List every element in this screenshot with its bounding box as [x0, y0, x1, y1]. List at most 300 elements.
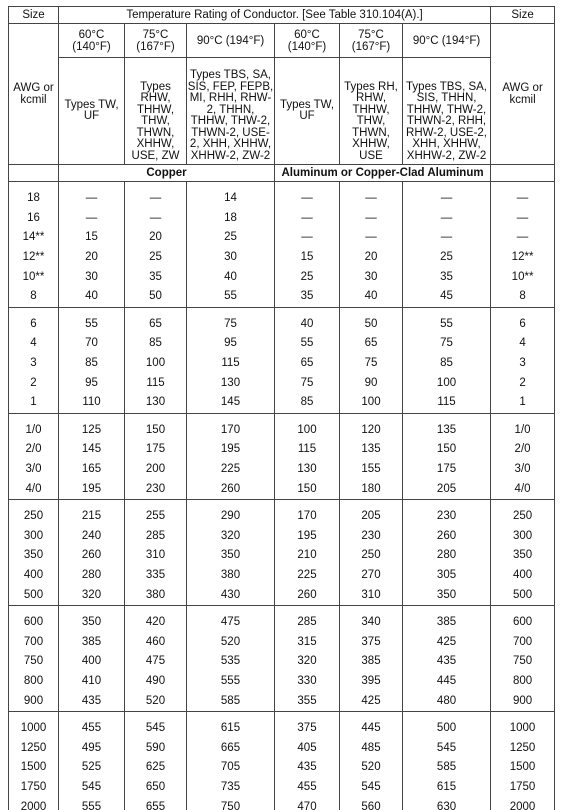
- cell-cu-90: 585: [187, 691, 275, 711]
- cell-al-60: 130: [275, 460, 340, 480]
- cell-al-60: 285: [275, 613, 340, 633]
- spacer-cell: [403, 711, 491, 719]
- cell-size-right: 800: [491, 672, 555, 692]
- cell-al-75: 40: [340, 287, 403, 307]
- cell-size-left: 8: [9, 287, 59, 307]
- table-row: [9, 209, 555, 229]
- cell-al-75: 270: [340, 566, 403, 586]
- table-row: [9, 613, 555, 633]
- copper-header: Copper: [59, 165, 275, 182]
- cell-al-90: 435: [403, 652, 491, 672]
- awg-kcmil-label-left: AWG or kcmil: [9, 24, 59, 165]
- cell-size-right: 2/0: [491, 440, 555, 460]
- spacer-cell: [340, 605, 403, 613]
- cell-cu-90: 380: [187, 566, 275, 586]
- spacer-cell: [59, 605, 125, 613]
- cell-al-75: —: [340, 228, 403, 248]
- cell-cu-90: 615: [187, 719, 275, 739]
- cell-al-60: —: [275, 189, 340, 209]
- cell-cu-90: 195: [187, 440, 275, 460]
- cell-cu-75: 130: [125, 393, 187, 413]
- cell-size-right: 12**: [491, 248, 555, 268]
- cell-size-right: 250: [491, 507, 555, 527]
- cell-al-75: 445: [340, 719, 403, 739]
- cell-size-right: 1250: [491, 738, 555, 758]
- cell-size-right: 1: [491, 393, 555, 413]
- cell-cu-90: 75: [187, 315, 275, 335]
- cell-al-60: —: [275, 228, 340, 248]
- cell-cu-60: 455: [59, 719, 125, 739]
- cell-size-left: 1: [9, 393, 59, 413]
- table-row: [9, 479, 555, 499]
- group-gap: [9, 413, 555, 421]
- cell-size-left: 14**: [9, 228, 59, 248]
- cell-al-60: 115: [275, 440, 340, 460]
- cell-size-left: 2: [9, 373, 59, 393]
- cell-cu-75: 655: [125, 797, 187, 810]
- cell-cu-60: 125: [59, 421, 125, 441]
- cell-size-right: —: [491, 228, 555, 248]
- cell-size-right: 10**: [491, 267, 555, 287]
- cell-size-left: 750: [9, 652, 59, 672]
- cell-al-90: 35: [403, 267, 491, 287]
- cell-al-75: 375: [340, 632, 403, 652]
- cell-size-left: 600: [9, 613, 59, 633]
- spacer-cell: [9, 307, 59, 315]
- cell-al-60: 170: [275, 507, 340, 527]
- group-gap: [9, 307, 555, 315]
- cell-al-60: 405: [275, 738, 340, 758]
- table-row: [9, 797, 555, 810]
- cell-al-90: 305: [403, 566, 491, 586]
- cell-cu-60: 215: [59, 507, 125, 527]
- cell-size-left: 4/0: [9, 479, 59, 499]
- table-row: [9, 334, 555, 354]
- cell-cu-75: —: [125, 209, 187, 229]
- cell-al-75: 30: [340, 267, 403, 287]
- spacer-cell: [491, 307, 555, 315]
- cell-cu-60: 95: [59, 373, 125, 393]
- table-row: [9, 373, 555, 393]
- cell-cu-60: 260: [59, 546, 125, 566]
- spacer-cell: [187, 307, 275, 315]
- cell-size-right: 2: [491, 373, 555, 393]
- cell-al-90: —: [403, 209, 491, 229]
- cell-size-left: 6: [9, 315, 59, 335]
- spacer-cell: [491, 182, 555, 190]
- cell-al-75: 20: [340, 248, 403, 268]
- spacer-cell: [9, 711, 59, 719]
- cell-cu-60: 70: [59, 334, 125, 354]
- spacer-cell: [491, 605, 555, 613]
- cell-al-90: 545: [403, 738, 491, 758]
- cell-size-right: 500: [491, 585, 555, 605]
- temp-header-cu-60: 60°C (140°F): [59, 24, 125, 58]
- table-row: [9, 228, 555, 248]
- cell-al-90: 230: [403, 507, 491, 527]
- cell-cu-75: 25: [125, 248, 187, 268]
- cell-cu-75: 420: [125, 613, 187, 633]
- table-row: [9, 527, 555, 547]
- cell-al-75: 520: [340, 758, 403, 778]
- cell-al-60: 210: [275, 546, 340, 566]
- cell-size-left: 1250: [9, 738, 59, 758]
- cell-size-left: 3/0: [9, 460, 59, 480]
- cell-cu-60: 350: [59, 613, 125, 633]
- cell-al-60: 15: [275, 248, 340, 268]
- cell-cu-90: 555: [187, 672, 275, 692]
- cell-al-60: 150: [275, 479, 340, 499]
- table-row: [9, 421, 555, 441]
- spacer-cell: [275, 711, 340, 719]
- cell-al-90: 55: [403, 315, 491, 335]
- cell-al-90: 260: [403, 527, 491, 547]
- cell-size-right: —: [491, 209, 555, 229]
- cell-size-right: 2000: [491, 797, 555, 810]
- cell-al-60: 195: [275, 527, 340, 547]
- cell-size-right: 8: [491, 287, 555, 307]
- cell-size-left: 2000: [9, 797, 59, 810]
- cell-cu-90: 475: [187, 613, 275, 633]
- table-row: [9, 460, 555, 480]
- cell-size-left: 10**: [9, 267, 59, 287]
- cell-al-90: 135: [403, 421, 491, 441]
- cell-size-left: 1000: [9, 719, 59, 739]
- types-cu-75: Types RHW, THHW, THW, THWN, XHHW, USE, ZW: [125, 58, 187, 165]
- table-row: [9, 585, 555, 605]
- spacer-cell: [403, 499, 491, 507]
- cell-cu-75: 520: [125, 691, 187, 711]
- cell-cu-90: 750: [187, 797, 275, 810]
- ampacity-table: [8, 6, 555, 810]
- cell-al-75: 90: [340, 373, 403, 393]
- cell-cu-75: 35: [125, 267, 187, 287]
- cell-cu-60: 555: [59, 797, 125, 810]
- cell-al-90: 630: [403, 797, 491, 810]
- cell-size-right: 900: [491, 691, 555, 711]
- cell-al-90: 175: [403, 460, 491, 480]
- cell-size-right: 350: [491, 546, 555, 566]
- cell-cu-60: 165: [59, 460, 125, 480]
- cell-cu-75: 285: [125, 527, 187, 547]
- cell-cu-90: 95: [187, 334, 275, 354]
- cell-al-75: 385: [340, 652, 403, 672]
- cell-size-left: 400: [9, 566, 59, 586]
- cell-size-left: 1750: [9, 778, 59, 798]
- spacer-cell: [403, 307, 491, 315]
- cell-al-90: 85: [403, 354, 491, 374]
- cell-al-90: —: [403, 189, 491, 209]
- temp-header-al-90: 90°C (194°F): [403, 24, 491, 58]
- cell-cu-75: 230: [125, 479, 187, 499]
- cell-al-60: 40: [275, 315, 340, 335]
- cell-al-75: 485: [340, 738, 403, 758]
- cell-cu-75: —: [125, 189, 187, 209]
- cell-cu-75: 200: [125, 460, 187, 480]
- table-row: [9, 758, 555, 778]
- table-row: [9, 632, 555, 652]
- spacer-cell: [403, 182, 491, 190]
- cell-al-75: 545: [340, 778, 403, 798]
- cell-al-75: 50: [340, 315, 403, 335]
- aluminum-header: Aluminum or Copper-Clad Aluminum: [275, 165, 491, 182]
- cell-size-right: 300: [491, 527, 555, 547]
- cell-cu-75: 460: [125, 632, 187, 652]
- cell-size-left: 16: [9, 209, 59, 229]
- cell-al-75: 310: [340, 585, 403, 605]
- table-row: [9, 315, 555, 335]
- table-row: [9, 546, 555, 566]
- cell-al-75: —: [340, 189, 403, 209]
- cell-al-60: 85: [275, 393, 340, 413]
- spacer-cell: [125, 711, 187, 719]
- cell-size-right: 1/0: [491, 421, 555, 441]
- temp-header-cu-75: 75°C (167°F): [125, 24, 187, 58]
- size-header-left: Size: [9, 7, 59, 24]
- cell-cu-60: 40: [59, 287, 125, 307]
- cell-al-75: 100: [340, 393, 403, 413]
- cell-size-right: 750: [491, 652, 555, 672]
- cell-cu-60: 385: [59, 632, 125, 652]
- spacer-cell: [187, 182, 275, 190]
- cell-al-60: 315: [275, 632, 340, 652]
- cell-size-left: 800: [9, 672, 59, 692]
- cell-cu-75: 20: [125, 228, 187, 248]
- spacer-cell: [9, 413, 59, 421]
- cell-cu-60: 145: [59, 440, 125, 460]
- table-row: [9, 287, 555, 307]
- cell-cu-75: 650: [125, 778, 187, 798]
- temperature-rating-header: Temperature Rating of Conductor. [See Table 310.104(A).]: [59, 7, 491, 24]
- cell-cu-90: 55: [187, 287, 275, 307]
- cell-al-75: 120: [340, 421, 403, 441]
- cell-al-60: 100: [275, 421, 340, 441]
- table-row: [9, 778, 555, 798]
- cell-size-left: 18: [9, 189, 59, 209]
- cell-al-60: 320: [275, 652, 340, 672]
- types-cu-90: Types TBS, SA, SIS, FEP, FEPB, MI, RHH, RHW-2, THHN, THHW, THW-2, THWN-2, USE-2, XHH, XHHW, XHHW-2, ZW-2: [187, 58, 275, 165]
- spacer-cell: [340, 499, 403, 507]
- awg-kcmil-label-right: AWG or kcmil: [491, 24, 555, 165]
- temp-header-al-60: 60°C (140°F): [275, 24, 340, 58]
- cell-al-90: 280: [403, 546, 491, 566]
- types-al-60: Types TW, UF: [275, 58, 340, 165]
- cell-cu-90: 535: [187, 652, 275, 672]
- cell-al-60: 355: [275, 691, 340, 711]
- spacer-cell: [275, 605, 340, 613]
- spacer-cell: [59, 413, 125, 421]
- spacer-cell: [340, 711, 403, 719]
- cell-cu-75: 85: [125, 334, 187, 354]
- cell-al-75: 75: [340, 354, 403, 374]
- cell-al-75: 340: [340, 613, 403, 633]
- cell-cu-60: 435: [59, 691, 125, 711]
- cell-al-60: 260: [275, 585, 340, 605]
- cell-cu-60: 55: [59, 315, 125, 335]
- cell-cu-75: 100: [125, 354, 187, 374]
- types-al-75: Types RH, RHW, THHW, THW, THWN, XHHW, USE: [340, 58, 403, 165]
- cell-al-60: 225: [275, 566, 340, 586]
- cell-size-right: 1000: [491, 719, 555, 739]
- cell-al-60: 470: [275, 797, 340, 810]
- table-row: [9, 738, 555, 758]
- material-blank-left: [9, 165, 59, 182]
- cell-size-right: 700: [491, 632, 555, 652]
- spacer-cell: [340, 182, 403, 190]
- size-header-right: Size: [491, 7, 555, 24]
- spacer-cell: [59, 307, 125, 315]
- cell-size-left: 1/0: [9, 421, 59, 441]
- cell-al-90: 75: [403, 334, 491, 354]
- cell-al-90: 150: [403, 440, 491, 460]
- cell-al-90: 500: [403, 719, 491, 739]
- spacer-cell: [125, 605, 187, 613]
- cell-al-75: 250: [340, 546, 403, 566]
- cell-cu-90: 30: [187, 248, 275, 268]
- cell-size-right: 4/0: [491, 479, 555, 499]
- cell-al-60: 35: [275, 287, 340, 307]
- spacer-cell: [9, 182, 59, 190]
- cell-size-left: 2/0: [9, 440, 59, 460]
- types-al-90: Types TBS, SA, SIS, THHN, THHW, THW-2, THWN-2, RHH, RHW-2, USE-2, XHH, XHHW, XHHW-2, ZW-2: [403, 58, 491, 165]
- cell-al-60: 75: [275, 373, 340, 393]
- cell-al-90: 350: [403, 585, 491, 605]
- spacer-cell: [491, 711, 555, 719]
- cell-cu-75: 150: [125, 421, 187, 441]
- cell-al-90: —: [403, 228, 491, 248]
- table-row: [9, 672, 555, 692]
- cell-al-60: 65: [275, 354, 340, 374]
- cell-cu-60: 495: [59, 738, 125, 758]
- types-cu-60: Types TW, UF: [59, 58, 125, 165]
- cell-cu-75: 590: [125, 738, 187, 758]
- cell-size-left: 1500: [9, 758, 59, 778]
- cell-size-left: 500: [9, 585, 59, 605]
- cell-size-right: 3/0: [491, 460, 555, 480]
- spacer-cell: [491, 499, 555, 507]
- cell-cu-60: 525: [59, 758, 125, 778]
- cell-cu-60: —: [59, 189, 125, 209]
- table-row: [9, 267, 555, 287]
- spacer-cell: [187, 413, 275, 421]
- cell-cu-90: 14: [187, 189, 275, 209]
- cell-al-90: 115: [403, 393, 491, 413]
- spacer-cell: [187, 711, 275, 719]
- cell-cu-90: 705: [187, 758, 275, 778]
- table-row: [9, 248, 555, 268]
- cell-al-75: 65: [340, 334, 403, 354]
- cell-al-90: 425: [403, 632, 491, 652]
- cell-size-left: 12**: [9, 248, 59, 268]
- cell-cu-90: 735: [187, 778, 275, 798]
- cell-al-75: 425: [340, 691, 403, 711]
- cell-cu-75: 380: [125, 585, 187, 605]
- spacer-cell: [275, 182, 340, 190]
- cell-al-75: 135: [340, 440, 403, 460]
- cell-al-75: —: [340, 209, 403, 229]
- cell-size-left: 350: [9, 546, 59, 566]
- cell-cu-90: 260: [187, 479, 275, 499]
- group-gap: [9, 499, 555, 507]
- cell-al-90: 480: [403, 691, 491, 711]
- cell-cu-60: 545: [59, 778, 125, 798]
- spacer-cell: [125, 499, 187, 507]
- cell-cu-75: 255: [125, 507, 187, 527]
- table-row: [9, 719, 555, 739]
- cell-cu-60: 410: [59, 672, 125, 692]
- cell-cu-60: 30: [59, 267, 125, 287]
- spacer-cell: [340, 413, 403, 421]
- cell-al-90: 615: [403, 778, 491, 798]
- spacer-cell: [125, 413, 187, 421]
- cell-cu-75: 310: [125, 546, 187, 566]
- cell-cu-60: 15: [59, 228, 125, 248]
- cell-size-left: 300: [9, 527, 59, 547]
- spacer-cell: [59, 711, 125, 719]
- spacer-cell: [275, 413, 340, 421]
- table-row: [9, 440, 555, 460]
- cell-cu-90: 225: [187, 460, 275, 480]
- spacer-cell: [491, 413, 555, 421]
- temp-header-al-75: 75°C (167°F): [340, 24, 403, 58]
- cell-cu-90: 40: [187, 267, 275, 287]
- cell-cu-90: 430: [187, 585, 275, 605]
- spacer-cell: [59, 499, 125, 507]
- table-row: [9, 354, 555, 374]
- cell-size-left: 700: [9, 632, 59, 652]
- cell-cu-90: 145: [187, 393, 275, 413]
- cell-size-right: 4: [491, 334, 555, 354]
- spacer-cell: [187, 499, 275, 507]
- cell-al-90: 45: [403, 287, 491, 307]
- cell-cu-60: 110: [59, 393, 125, 413]
- cell-cu-75: 50: [125, 287, 187, 307]
- cell-cu-90: 665: [187, 738, 275, 758]
- cell-cu-75: 335: [125, 566, 187, 586]
- temp-header-cu-90: 90°C (194°F): [187, 24, 275, 58]
- cell-cu-90: 290: [187, 507, 275, 527]
- cell-size-left: 250: [9, 507, 59, 527]
- cell-cu-90: 18: [187, 209, 275, 229]
- cell-cu-60: 85: [59, 354, 125, 374]
- cell-al-75: 230: [340, 527, 403, 547]
- cell-cu-90: 170: [187, 421, 275, 441]
- cell-cu-60: 240: [59, 527, 125, 547]
- cell-size-right: 3: [491, 354, 555, 374]
- cell-cu-75: 115: [125, 373, 187, 393]
- material-blank-right: [491, 165, 555, 182]
- spacer-cell: [59, 182, 125, 190]
- cell-size-right: —: [491, 189, 555, 209]
- cell-al-75: 205: [340, 507, 403, 527]
- group-gap: [9, 605, 555, 613]
- cell-al-90: 385: [403, 613, 491, 633]
- cell-cu-60: —: [59, 209, 125, 229]
- table-row: [9, 189, 555, 209]
- spacer-cell: [275, 307, 340, 315]
- cell-cu-90: 130: [187, 373, 275, 393]
- cell-cu-90: 320: [187, 527, 275, 547]
- spacer-cell: [275, 499, 340, 507]
- cell-size-right: 400: [491, 566, 555, 586]
- cell-al-60: 330: [275, 672, 340, 692]
- cell-size-left: 900: [9, 691, 59, 711]
- cell-cu-60: 20: [59, 248, 125, 268]
- cell-cu-60: 195: [59, 479, 125, 499]
- spacer-cell: [187, 605, 275, 613]
- cell-size-left: 4: [9, 334, 59, 354]
- cell-size-right: 1750: [491, 778, 555, 798]
